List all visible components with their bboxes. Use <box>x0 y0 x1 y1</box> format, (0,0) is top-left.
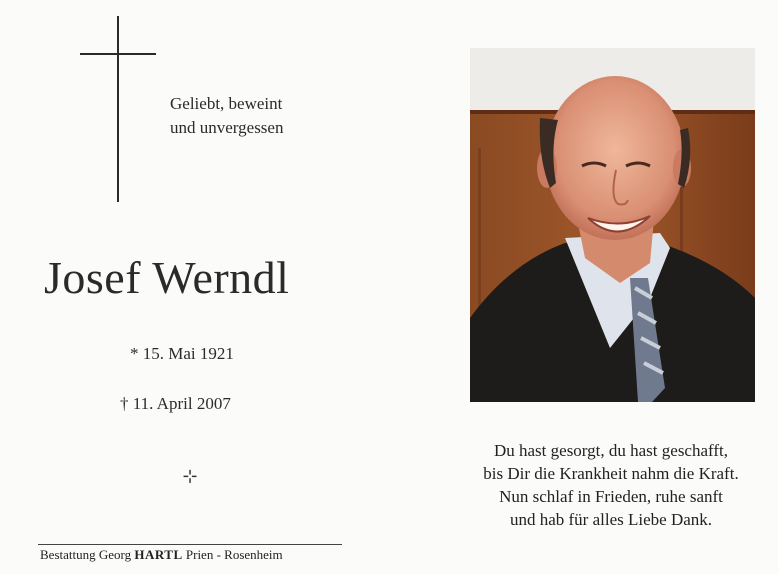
credit-prefix: Bestattung Georg <box>40 547 135 562</box>
footer-divider <box>38 544 342 545</box>
death-date: † 11. April 2007 <box>120 394 231 413</box>
portrait-image <box>470 48 755 402</box>
cross-vertical-bar <box>117 16 119 202</box>
funeral-home-credit <box>40 547 360 563</box>
motto <box>170 92 390 140</box>
portrait-photo <box>470 48 755 402</box>
memorial-verse <box>448 439 774 531</box>
verse-line: Nun schlaf in Frieden, ruhe sanft <box>499 487 723 506</box>
credit-suffix: Prien - Rosenheim <box>182 547 283 562</box>
motto-line: und unvergessen <box>170 118 284 137</box>
birth-date: * 15. Mai 1921 <box>130 344 234 363</box>
cross-icon <box>80 16 156 202</box>
ornament-icon: ⊹ <box>182 466 198 486</box>
verse-line: Du hast gesorgt, du hast geschafft, <box>493 441 729 460</box>
deceased-name: Josef Werndl <box>44 252 290 303</box>
cross-horizontal-bar <box>80 53 156 55</box>
motto-line: Geliebt, beweint <box>170 94 283 113</box>
verse-line: bis Dir die Krankheit nahm die Kraft. <box>483 464 739 483</box>
verse-line: und hab für alles Liebe Dank. <box>509 510 713 529</box>
credit-name: HARTL <box>134 547 183 562</box>
